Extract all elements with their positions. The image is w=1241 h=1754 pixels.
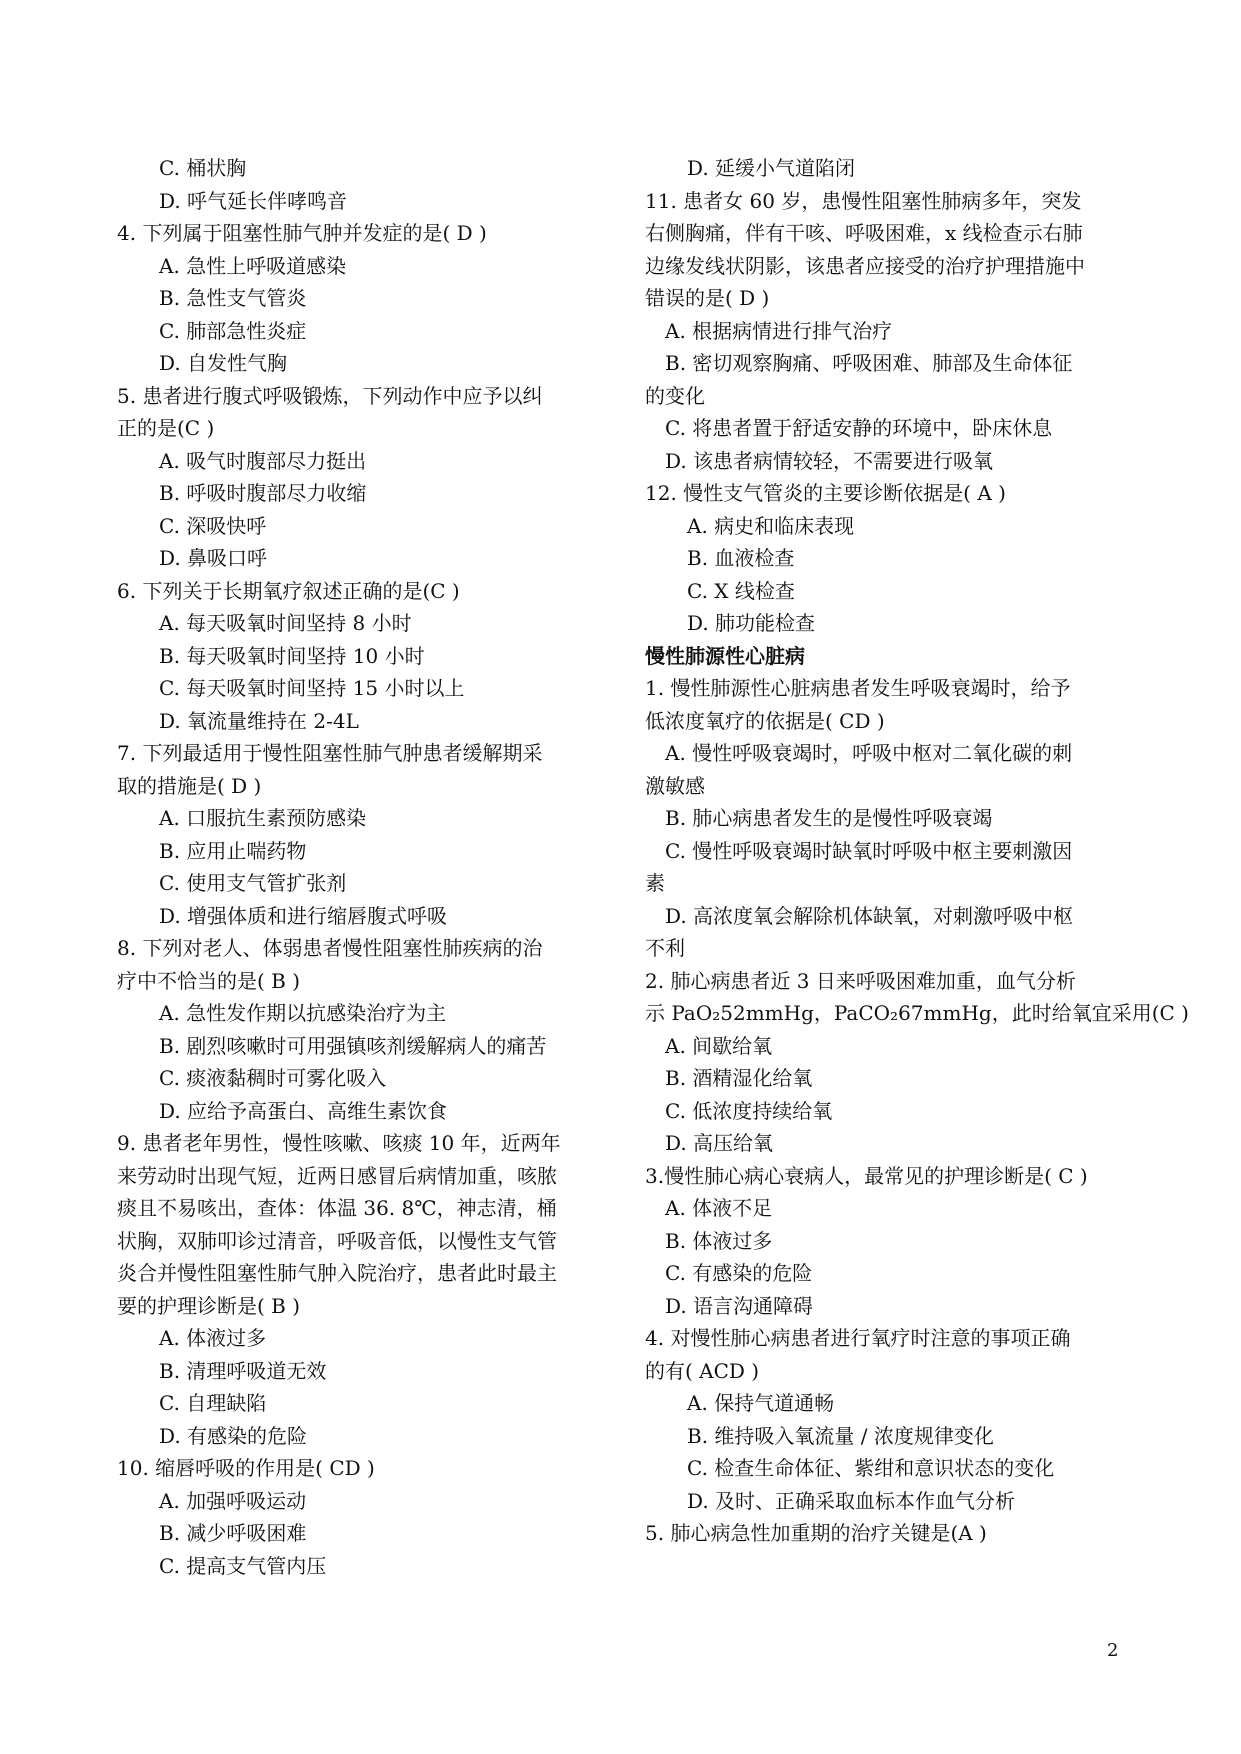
section-heading: 慢性肺源性心脏病 bbox=[645, 643, 805, 668]
option-line: A. 慢性呼吸衰竭时，呼吸中枢对二氧化碳的刺 bbox=[665, 741, 1073, 765]
question-line: 9. 患者老年男性，慢性咳嗽、咳痰 10 年，近两年 bbox=[117, 1131, 561, 1155]
option-line: B. 呼吸时腹部尽力收缩 bbox=[159, 481, 367, 505]
question-line: 示 PaO₂52mmHg，PaCO₂67mmHg，此时给氧宜采用(C ) bbox=[645, 1001, 1189, 1025]
option-line: B. 减少呼吸困难 bbox=[159, 1521, 307, 1545]
option-line: A. 口服抗生素预防感染 bbox=[159, 806, 367, 830]
question-line: 素 bbox=[645, 871, 665, 895]
question-line: 痰且不易咳出，查体：体温 36. 8℃，神志清，桶 bbox=[117, 1196, 557, 1220]
option-line: C. 使用支气管扩张剂 bbox=[159, 871, 347, 895]
question-line: 低浓度氧疗的依据是( CD ) bbox=[645, 708, 885, 733]
question-line: 要的护理诊断是( B ) bbox=[117, 1293, 301, 1318]
question-line: 正的是(C ) bbox=[117, 416, 215, 440]
question-line: 疗中不恰当的是( B ) bbox=[117, 968, 301, 993]
option-line: A. 保持气道通畅 bbox=[687, 1391, 835, 1415]
option-line: C. 低浓度持续给氧 bbox=[665, 1098, 833, 1123]
option-line: D. 该患者病情较轻，不需要进行吸氧 bbox=[665, 448, 994, 473]
question-line: 8. 下列对老人、体弱患者慢性阻塞性肺疾病的治 bbox=[117, 936, 543, 960]
question-line: 右侧胸痛，伴有干咳、呼吸困难，x 线检查示右肺 bbox=[645, 221, 1083, 245]
option-line: A. 间歇给氧 bbox=[665, 1033, 773, 1058]
question-line: 不利 bbox=[645, 936, 685, 960]
left-column bbox=[117, 152, 607, 1582]
option-line: A. 急性发作期以抗感染治疗为主 bbox=[159, 1001, 447, 1025]
option-line: A. 体液过多 bbox=[159, 1326, 267, 1350]
option-line: C. 痰液黏稠时可雾化吸入 bbox=[159, 1066, 387, 1090]
option-line: A. 病史和临床表现 bbox=[687, 513, 855, 538]
option-line: B. 剧烈咳嗽时可用强镇咳剂缓解病人的痛苦 bbox=[159, 1033, 547, 1058]
option-line: B. 肺心病患者发生的是慢性呼吸衰竭 bbox=[665, 806, 993, 830]
question-line: 的变化 bbox=[645, 383, 705, 408]
question-line: 10. 缩唇呼吸的作用是( CD ) bbox=[117, 1456, 375, 1480]
option-line: B. 体液过多 bbox=[665, 1228, 773, 1253]
question-line: 1. 慢性肺源性心脏病患者发生呼吸衰竭时，给予 bbox=[645, 676, 1071, 700]
option-line: B. 密切观察胸痛、呼吸困难、肺部及生命体征 bbox=[665, 351, 1073, 375]
question-line: 状胸，双肺叩诊过清音，呼吸音低，以慢性支气管 bbox=[117, 1228, 557, 1253]
option-line: B. 维持吸入氧流量 / 浓度规律变化 bbox=[687, 1423, 994, 1448]
option-line: A. 体液不足 bbox=[665, 1196, 773, 1220]
option-line: C. 将患者置于舒适安静的环境中，卧床休息 bbox=[665, 416, 1053, 440]
option-line: C. 检查生命体征、紫绀和意识状态的变化 bbox=[687, 1456, 1055, 1480]
option-line: C. 提高支气管内压 bbox=[159, 1553, 327, 1578]
right-column bbox=[645, 152, 1189, 1550]
option-line: C. 有感染的危险 bbox=[665, 1261, 813, 1285]
question-line: 炎合并慢性阻塞性肺气肿入院治疗，患者此时最主 bbox=[117, 1261, 557, 1285]
option-line: D. 应给予高蛋白、高维生素饮食 bbox=[159, 1098, 448, 1123]
question-line: 错误的是( D ) bbox=[645, 286, 770, 310]
option-line: C. 桶状胸 bbox=[159, 156, 247, 180]
option-line: A. 根据病情进行排气治疗 bbox=[665, 318, 893, 343]
option-line: C. 每天吸氧时间坚持 15 小时以上 bbox=[159, 676, 465, 700]
question-line: 来劳动时出现气短，近两日感冒后病情加重，咳脓 bbox=[117, 1163, 557, 1188]
option-line: A. 吸气时腹部尽力挺出 bbox=[159, 448, 367, 473]
option-line: C. 深吸快呼 bbox=[159, 513, 267, 538]
option-line: D. 氧流量维持在 2-4L bbox=[159, 708, 359, 733]
option-line: B. 酒精湿化给氧 bbox=[665, 1066, 813, 1090]
option-line: A. 加强呼吸运动 bbox=[159, 1488, 307, 1513]
option-line: D. 鼻吸口呼 bbox=[159, 546, 268, 570]
option-line: C. X 线检查 bbox=[687, 578, 795, 603]
option-line: C. 肺部急性炎症 bbox=[159, 318, 307, 343]
option-line: D. 高压给氧 bbox=[665, 1131, 774, 1155]
option-line: D. 语言沟通障碍 bbox=[665, 1293, 814, 1318]
question-line: 4. 对慢性肺心病患者进行氧疗时注意的事项正确 bbox=[645, 1326, 1071, 1350]
option-line: A. 急性上呼吸道感染 bbox=[159, 253, 347, 278]
question-line: 4. 下列属于阻塞性肺气肿并发症的是( D ) bbox=[117, 221, 487, 245]
page-number: 2 bbox=[1107, 1640, 1119, 1661]
option-line: A. 每天吸氧时间坚持 8 小时 bbox=[159, 611, 412, 635]
option-line: B. 清理呼吸道无效 bbox=[159, 1358, 327, 1383]
question-line: 6. 下列关于长期氧疗叙述正确的是(C ) bbox=[117, 578, 460, 603]
question-line: 取的措施是( D ) bbox=[117, 773, 262, 798]
option-line: D. 自发性气胸 bbox=[159, 351, 288, 375]
question-line: 边缘发线状阴影，该患者应接受的治疗护理措施中 bbox=[645, 253, 1085, 278]
question-line: 2. 肺心病患者近 3 日来呼吸困难加重，血气分析 bbox=[645, 968, 1076, 993]
option-line: D. 肺功能检查 bbox=[687, 611, 816, 635]
option-line: D. 呼气延长伴哮鸣音 bbox=[159, 188, 348, 213]
option-line: B. 急性支气管炎 bbox=[159, 286, 307, 310]
option-line: D. 增强体质和进行缩唇腹式呼吸 bbox=[159, 903, 448, 928]
question-line: 5. 肺心病急性加重期的治疗关键是(A ) bbox=[645, 1521, 987, 1545]
question-line: 12. 慢性支气管炎的主要诊断依据是( A ) bbox=[645, 481, 1006, 505]
question-line: 激敏感 bbox=[645, 773, 705, 798]
option-line: C. 自理缺陷 bbox=[159, 1391, 267, 1415]
option-line: D. 延缓小气道陷闭 bbox=[687, 156, 856, 180]
option-line: D. 有感染的危险 bbox=[159, 1423, 308, 1448]
option-line: B. 血液检查 bbox=[687, 546, 795, 570]
option-line: D. 及时、正确采取血标本作血气分析 bbox=[687, 1488, 1016, 1513]
question-line: 5. 患者进行腹式呼吸锻炼，下列动作中应予以纠 bbox=[117, 383, 543, 408]
option-line: B. 应用止喘药物 bbox=[159, 838, 307, 863]
option-line: B. 每天吸氧时间坚持 10 小时 bbox=[159, 643, 425, 668]
question-line: 的有( ACD ) bbox=[645, 1358, 760, 1383]
question-line: 11. 患者女 60 岁，患慢性阻塞性肺病多年，突发 bbox=[645, 188, 1082, 213]
option-line: C. 慢性呼吸衰竭时缺氧时呼吸中枢主要刺激因 bbox=[665, 838, 1073, 863]
question-line: 7. 下列最适用于慢性阻塞性肺气肿患者缓解期采 bbox=[117, 741, 543, 765]
option-line: D. 高浓度氧会解除机体缺氧，对刺激呼吸中枢 bbox=[665, 903, 1074, 928]
question-line: 3.慢性肺心病心衰病人，最常见的护理诊断是( C ) bbox=[645, 1163, 1088, 1188]
